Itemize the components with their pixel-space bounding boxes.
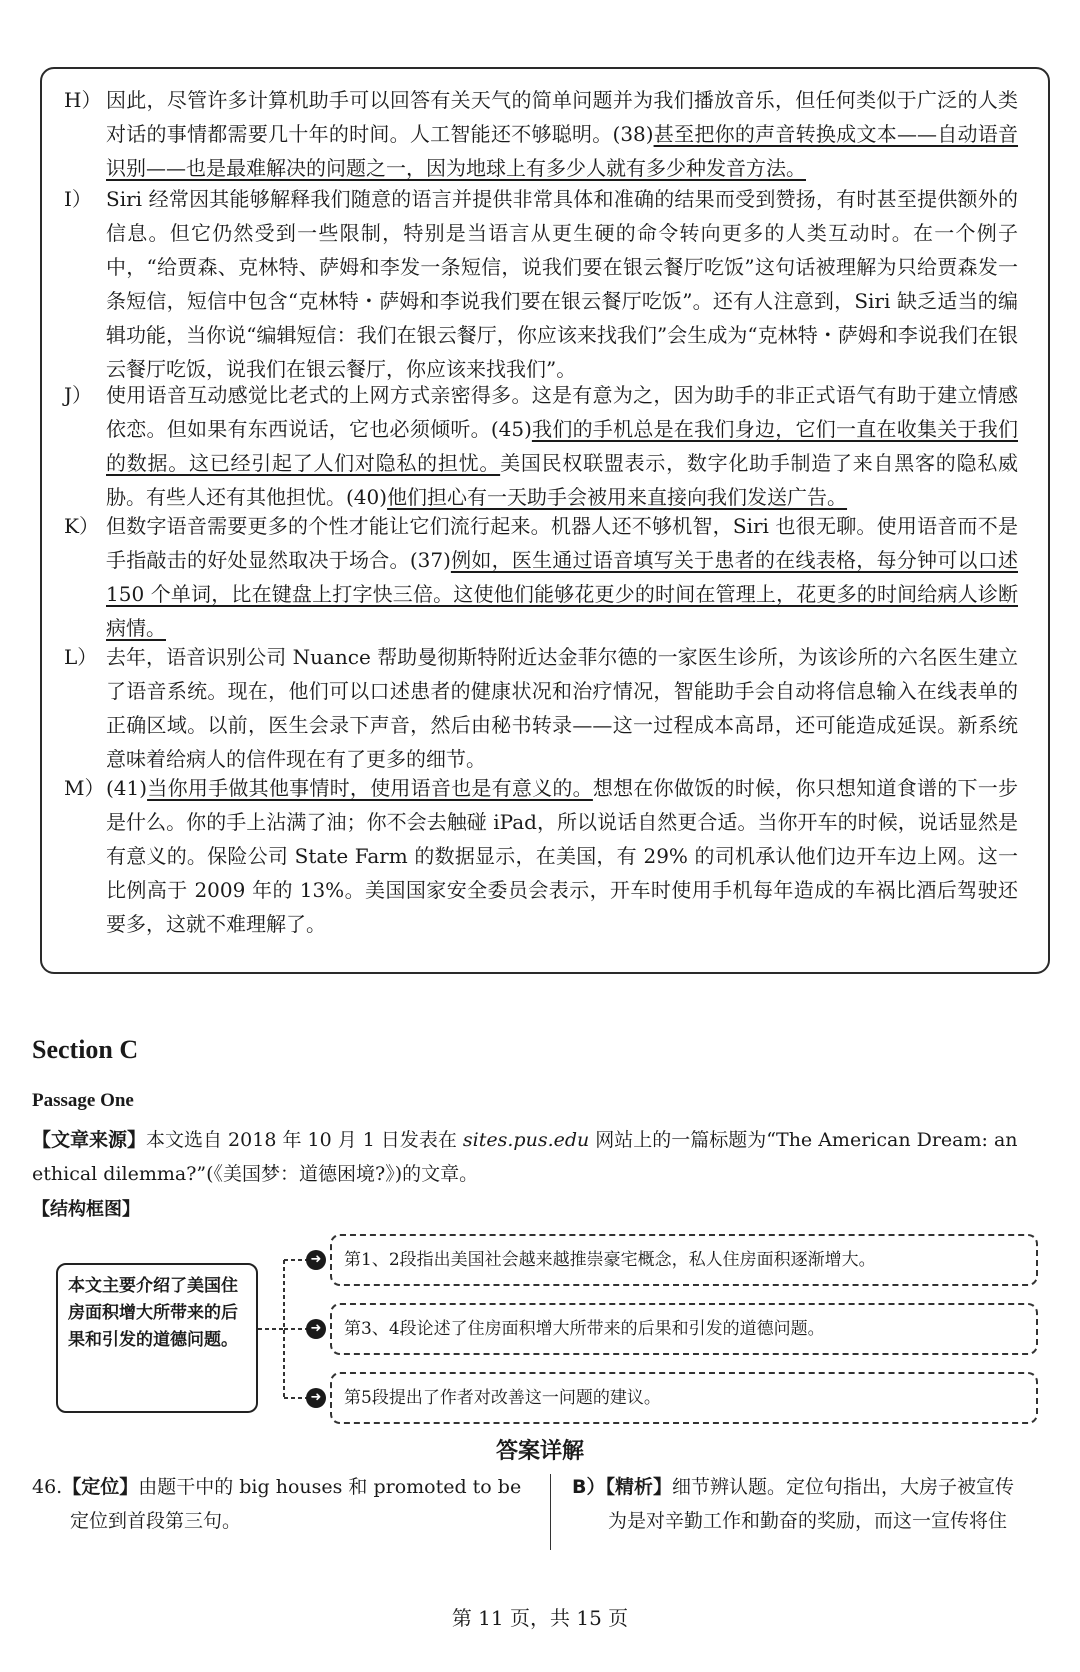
answer-option: B） — [572, 1476, 606, 1498]
framework-point-3: 第5段提出了作者对改善这一问题的建议。 — [330, 1372, 1038, 1424]
paragraph-text: 美国民权联盟表示，数字化助手制造了来自黑客的隐私威胁。有些人还有其他担忧。(40) — [106, 451, 1019, 509]
paragraph-letter: K） — [64, 514, 99, 538]
source-tag: 【文章来源】 — [32, 1129, 147, 1151]
answer-text: 由题干中的 big houses 和 promoted to be — [138, 1476, 522, 1498]
framework-label: 【结构框图】 — [32, 1199, 140, 1220]
section-title: Section C — [32, 1035, 139, 1064]
paragraph-text: (41) — [106, 776, 148, 800]
answer-46-analysis — [572, 1470, 1052, 1538]
answer-heading: 答案详解 — [495, 1439, 584, 1464]
underlined-answer-text: 我们的手机总是在我们身边，它们一直在收集关于我们的数据。这已经引起了人们对隐私的担忧。 — [106, 417, 1018, 475]
source-text: 网站上的一篇标题为“The American Dream: an ethical dilemma?”(《美国梦：道德困境?》)的文章。 — [32, 1129, 1018, 1185]
paragraph-text: Siri 经常因其能够解释我们随意的语言并提供非常具体和准确的结果而受到赞扬，有时甚至提供额外的信息。但它仍然受到一些限制，特别是当语言从更生硬的命令转向更多的人类互动时。在一个例子中，“给贾森、克林特、萨姆和李发一条短信，说我们要在银云餐厅吃饭”这句话被理解为只给贾森发一条短信，短信中包含“克林特・萨姆和李说我们要在银云餐厅吃饭”。还有人注意到，Siri 缺乏适当的编辑功能，当你说“编辑短信：我们在银云餐厅，你应该来找我们”会生成为“克林特・萨姆和李说我们在银云餐厅吃饭，说我们在银云餐厅，你应该来找我们”。 — [106, 187, 1018, 381]
paragraph-text: 想想在你做饭的时候，你只想知道食谱的下一步是什么。你的手上沾满了油；你不会去触碰 iPad，所以说话自然更合适。当你开车的时候，说话显然是有意义的。保险公司 State Farm 的数据显示，在美国，有 29% 的司机承认他们边开车边上网。这一比例高于 2009 年的 13%。美国国家安全委员会表示，开车时使用手机每年造成的车祸比酒后驾驶还要多，这就不难理解了。 — [106, 776, 1019, 936]
underlined-answer-text: 他们担心有一天助手会被用来直接向我们发送广告。 — [387, 485, 848, 509]
source-text: 本文选自 2018 年 10 月 1 日发表在 — [146, 1129, 463, 1151]
underlined-answer-text: 甚至把你的声音转换成文本——自动语音识别——也是最难解决的问题之一，因为地球上有多少人就有多少种发音方法。 — [106, 122, 1019, 180]
answer-46-location — [32, 1470, 540, 1538]
paragraph-text: 但数字语音需要更多的个性才能让它们流行起来。机器人还不够机智，Siri 也很无聊。使用语音而不是手指敲击的好处显然取决于场合。(37) — [106, 514, 1018, 572]
analysis-tag: 【精析】 — [605, 1476, 672, 1498]
arrow-right-icon: ➜ — [306, 1319, 326, 1339]
framework-point-1: 第1、2段指出美国社会越来越推崇豪宅概念，私人住房面积逐渐增大。 — [330, 1234, 1038, 1286]
column-divider — [550, 1474, 551, 1550]
paragraph-letter: H） — [64, 88, 102, 112]
framework-summary: 本文主要介绍了美国住房面积增大所带来的后果和引发的道德问题。 — [56, 1263, 258, 1413]
paragraph-letter: L） — [64, 645, 98, 669]
answer-text: 为是对辛勤工作和勤奋的奖励，而这一宣传将住 — [608, 1510, 1008, 1532]
underlined-answer-text: 例如，医生通过语音填写关于患者的在线表格，每分钟可以口述 150 个单词，比在键盘上打字快三倍。这使他们能够花更少的时间在管理上，花更多的时间给病人诊断病情。 — [106, 548, 1018, 640]
question-number: 46. — [32, 1476, 63, 1498]
paragraph-letter: I） — [64, 187, 92, 211]
arrow-right-icon: ➜ — [306, 1388, 326, 1408]
passage-title: Passage One — [32, 1090, 134, 1111]
location-tag: 【定位】 — [62, 1476, 139, 1498]
paragraph-text: 使用语音互动感觉比老式的上网方式亲密得多。这是有意为之，因为助手的非正式语气有助于建立情感依恋。但如果有东西说话，它也必须倾听。(45) — [106, 383, 1018, 441]
paragraph-text: 去年，语音识别公司 Nuance 帮助曼彻斯特附近达金菲尔德的一家医生诊所，为该诊所的六名医生建立了语音系统。现在，他们可以口述患者的健康状况和治疗情况，智能助手会自动将信息输入在线表单的正确区域。以前，医生会录下声音，然后由秘书转录——这一过程成本高昂，还可能造成延误。新系统意味着给病人的信件现在有了更多的细节。 — [106, 645, 1018, 771]
arrow-right-icon: ➜ — [306, 1250, 326, 1270]
source-site: sites.pus.edu — [462, 1129, 590, 1151]
underlined-answer-text: 当你用手做其他事情时，使用语音也是有意义的。 — [147, 776, 593, 800]
paragraph-letter: M） — [64, 776, 105, 800]
answer-text: 定位到首段第三句。 — [70, 1510, 242, 1532]
page-footer: 第 11 页，共 15 页 — [451, 1606, 629, 1630]
answer-text: 细节辨认题。定位句指出，大房子被宣传 — [672, 1476, 1015, 1498]
framework-point-2: 第3、4段论述了住房面积增大所带来的后果和引发的道德问题。 — [330, 1303, 1038, 1355]
paragraph-text: 因此，尽管许多计算机助手可以回答有关天气的简单问题并为我们播放音乐，但任何类似于广泛的人类对话的事情都需要几十年的时间。人工智能还不够聪明。(38) — [106, 88, 1018, 146]
paragraph-letter: J） — [64, 383, 93, 407]
